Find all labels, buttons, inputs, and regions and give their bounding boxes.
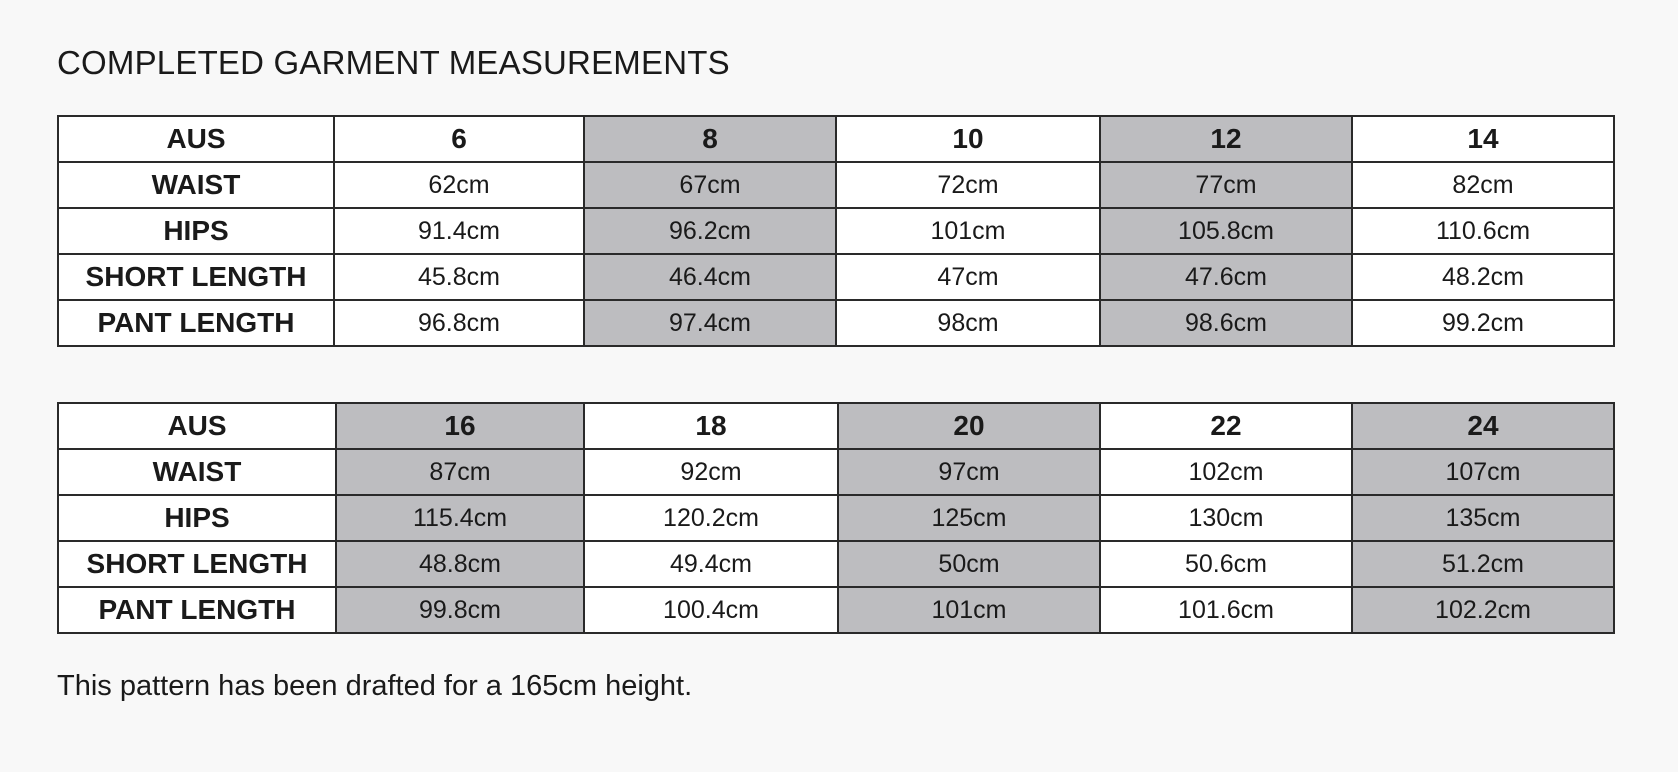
measurement-cell: 77cm (1100, 162, 1352, 208)
size-cell: 20 (838, 403, 1100, 449)
measurement-cell: 110.6cm (1352, 208, 1614, 254)
measurement-cell: 125cm (838, 495, 1100, 541)
row-label-waist: WAIST (58, 449, 336, 495)
table-row (58, 449, 1614, 495)
measurement-cell: 97.4cm (584, 300, 836, 346)
measurement-cell: 50.6cm (1100, 541, 1352, 587)
measurement-cell: 47cm (836, 254, 1100, 300)
size-cell: 12 (1100, 116, 1352, 162)
measurement-cell: 67cm (584, 162, 836, 208)
measurement-cell: 105.8cm (1100, 208, 1352, 254)
row-label-aus: AUS (58, 403, 336, 449)
measurement-cell: 102.2cm (1352, 587, 1614, 633)
measurement-table-sizes-16-24 (57, 402, 1615, 634)
measurement-cell: 130cm (1100, 495, 1352, 541)
table-row (58, 300, 1614, 346)
size-header-row (58, 116, 1614, 162)
table-row (58, 495, 1614, 541)
row-label-waist: WAIST (58, 162, 334, 208)
measurement-cell: 51.2cm (1352, 541, 1614, 587)
size-cell: 16 (336, 403, 584, 449)
page-title: COMPLETED GARMENT MEASUREMENTS (57, 44, 730, 81)
table-row (58, 541, 1614, 587)
measurement-cell: 99.8cm (336, 587, 584, 633)
measurement-cell: 120.2cm (584, 495, 838, 541)
measurement-cell: 96.8cm (334, 300, 584, 346)
measurement-cell: 99.2cm (1352, 300, 1614, 346)
measurement-cell: 62cm (334, 162, 584, 208)
measurement-cell: 46.4cm (584, 254, 836, 300)
measurement-cell: 100.4cm (584, 587, 838, 633)
measurement-cell: 98.6cm (1100, 300, 1352, 346)
row-label-hips: HIPS (58, 208, 334, 254)
measurement-cell: 45.8cm (334, 254, 584, 300)
measurement-cell: 102cm (1100, 449, 1352, 495)
measurement-table-sizes-6-14 (57, 115, 1615, 347)
size-cell: 10 (836, 116, 1100, 162)
measurement-cell: 47.6cm (1100, 254, 1352, 300)
measurement-cell: 72cm (836, 162, 1100, 208)
measurement-cell: 49.4cm (584, 541, 838, 587)
measurement-cell: 48.2cm (1352, 254, 1614, 300)
measurement-cell: 82cm (1352, 162, 1614, 208)
row-label-pant-length: PANT LENGTH (58, 587, 336, 633)
table-row (58, 254, 1614, 300)
measurement-cell: 101cm (838, 587, 1100, 633)
size-header-row (58, 403, 1614, 449)
table-row (58, 162, 1614, 208)
measurement-cell: 91.4cm (334, 208, 584, 254)
row-label-short-length: SHORT LENGTH (58, 541, 336, 587)
measurement-cell: 107cm (1352, 449, 1614, 495)
measurement-cell: 48.8cm (336, 541, 584, 587)
measurement-cell: 101cm (836, 208, 1100, 254)
size-cell: 18 (584, 403, 838, 449)
row-label-aus: AUS (58, 116, 334, 162)
measurement-cell: 50cm (838, 541, 1100, 587)
size-cell: 22 (1100, 403, 1352, 449)
measurement-cell: 101.6cm (1100, 587, 1352, 633)
table-row (58, 587, 1614, 633)
height-note: This pattern has been drafted for a 165cm height. (57, 670, 693, 702)
size-cell: 6 (334, 116, 584, 162)
measurement-cell: 97cm (838, 449, 1100, 495)
table-row (58, 208, 1614, 254)
size-cell: 24 (1352, 403, 1614, 449)
measurement-cell: 135cm (1352, 495, 1614, 541)
row-label-short-length: SHORT LENGTH (58, 254, 334, 300)
size-cell: 14 (1352, 116, 1614, 162)
measurement-cell: 87cm (336, 449, 584, 495)
measurement-cell: 115.4cm (336, 495, 584, 541)
measurement-cell: 98cm (836, 300, 1100, 346)
measurement-cell: 96.2cm (584, 208, 836, 254)
size-cell: 8 (584, 116, 836, 162)
measurement-cell: 92cm (584, 449, 838, 495)
row-label-hips: HIPS (58, 495, 336, 541)
row-label-pant-length: PANT LENGTH (58, 300, 334, 346)
